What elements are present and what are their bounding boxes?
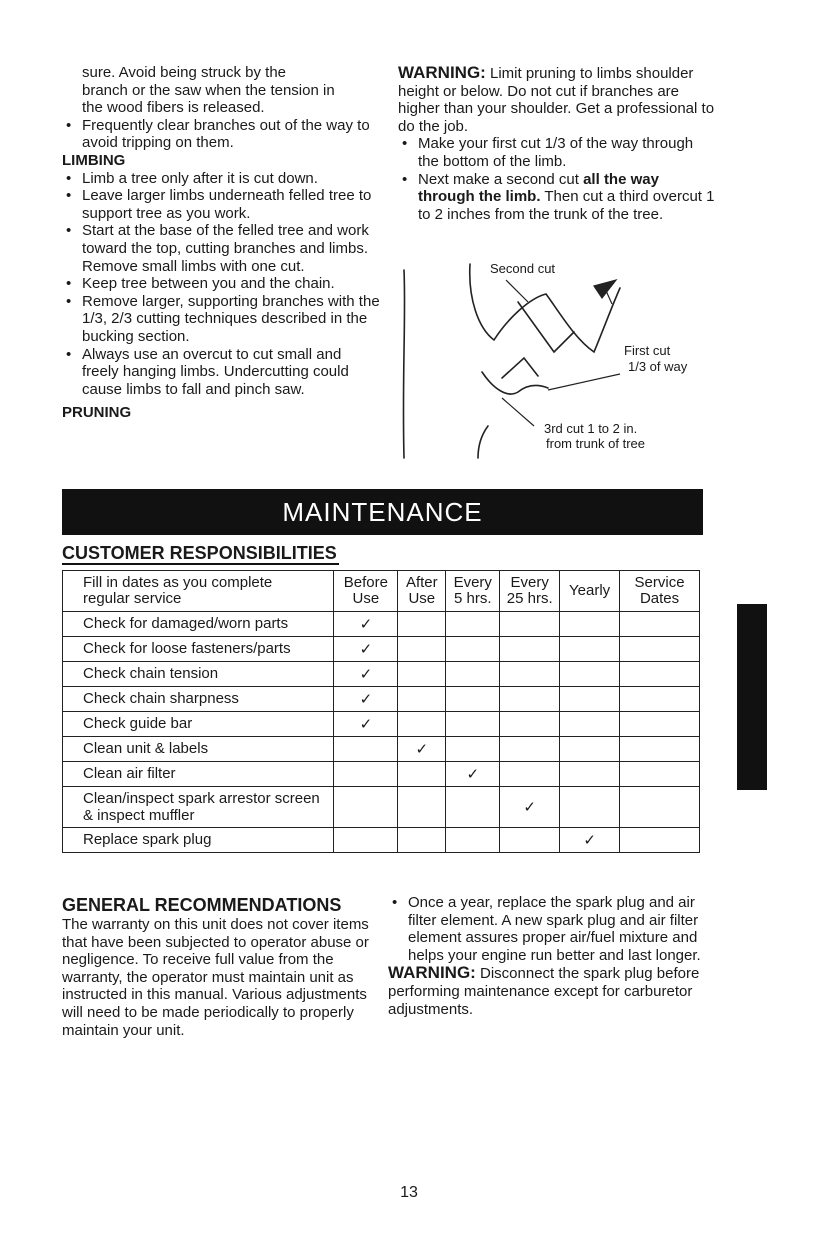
section-tab-marker bbox=[737, 604, 767, 790]
empty-cell bbox=[500, 662, 560, 687]
check-mark-icon: ✓ bbox=[583, 832, 596, 849]
empty-cell bbox=[398, 662, 446, 687]
bullet-next-pre: Next make a second cut bbox=[418, 170, 584, 188]
intro-line-1: sure. Avoid being struck by the bbox=[82, 64, 287, 81]
table-row bbox=[63, 787, 700, 828]
table-row bbox=[63, 762, 700, 787]
empty-cell bbox=[500, 612, 560, 637]
empty-cell bbox=[620, 612, 700, 637]
third-cut-label: 3rd cut 1 to 2 in. bbox=[544, 421, 638, 436]
table-row bbox=[63, 828, 700, 853]
task-cell: Check chain sharpness bbox=[63, 687, 334, 712]
empty-cell bbox=[446, 828, 500, 853]
limb-stub-edge bbox=[478, 426, 488, 458]
task-cell: Replace spark plug bbox=[63, 828, 334, 853]
empty-cell bbox=[334, 762, 398, 787]
bullet-first-cut: • Make your first cut 1/3 of the way through the bottom of the limb. bbox=[398, 135, 716, 170]
empty-cell bbox=[620, 687, 700, 712]
first-cut-pointer bbox=[548, 374, 620, 390]
warning-text: Disconnect the spark plug before performing maintenance except for carburetor adjustments. bbox=[388, 965, 700, 1018]
general-recommendations-left bbox=[62, 894, 380, 1039]
header-service-dates: Service Dates bbox=[620, 571, 700, 612]
first-cut-label: First cut bbox=[624, 343, 671, 358]
second-cut-notch bbox=[518, 302, 574, 352]
left-column bbox=[62, 64, 380, 422]
bullet-second-cut bbox=[398, 171, 716, 224]
check-mark-cell bbox=[334, 712, 398, 737]
empty-cell bbox=[620, 737, 700, 762]
table-header-row bbox=[63, 571, 700, 612]
empty-cell bbox=[398, 687, 446, 712]
table-row bbox=[63, 662, 700, 687]
check-mark-icon: ✓ bbox=[415, 741, 429, 758]
check-mark-cell bbox=[446, 762, 500, 787]
limbing-bullet: • Keep tree between you and the chain. bbox=[62, 275, 380, 293]
check-mark-icon: ✓ bbox=[359, 641, 373, 658]
empty-cell bbox=[560, 787, 620, 828]
header-after-use: After Use bbox=[398, 571, 446, 612]
bullet-next-bold: all the way through the limb. bbox=[418, 170, 659, 206]
limbing-bullet: • Leave larger limbs underneath felled tree to support tree as you work. bbox=[62, 187, 380, 222]
check-mark-cell bbox=[334, 637, 398, 662]
header-every-25-hrs: Every 25 hrs. bbox=[500, 571, 560, 612]
check-mark-cell bbox=[500, 787, 560, 828]
general-recommendations-text: The warranty on this unit does not cover items that have been subjected to operator abuse or negligence. To receive full value from the warranty, the operator must maintain unit as instructed in this manual. Various adjustments will need to be made periodically to properly maintain your unit. bbox=[62, 916, 369, 1039]
empty-cell bbox=[446, 712, 500, 737]
task-cell: Clean air filter bbox=[63, 762, 334, 787]
empty-cell bbox=[560, 662, 620, 687]
empty-cell bbox=[620, 828, 700, 853]
empty-cell bbox=[560, 737, 620, 762]
empty-cell bbox=[620, 762, 700, 787]
header-every-5-hrs: Every 5 hrs. bbox=[446, 571, 500, 612]
header-before-use: Before Use bbox=[334, 571, 398, 612]
second-cut-label: Second cut bbox=[490, 261, 556, 276]
empty-cell bbox=[500, 737, 560, 762]
empty-cell bbox=[560, 612, 620, 637]
empty-cell bbox=[398, 762, 446, 787]
task-cell: Check chain tension bbox=[63, 662, 334, 687]
task-cell: Check for loose fasteners/parts bbox=[63, 637, 334, 662]
empty-cell bbox=[560, 637, 620, 662]
empty-cell bbox=[560, 687, 620, 712]
second-cut-pointer bbox=[506, 280, 528, 302]
maintenance-warning bbox=[388, 964, 708, 1018]
check-mark-cell bbox=[334, 662, 398, 687]
empty-cell bbox=[446, 687, 500, 712]
table-row bbox=[63, 712, 700, 737]
empty-cell bbox=[500, 828, 560, 853]
limbing-bullet: • Limb a tree only after it is cut down. bbox=[62, 170, 380, 188]
check-mark-cell bbox=[334, 687, 398, 712]
limbing-heading: LIMBING bbox=[62, 151, 126, 169]
check-mark-icon: ✓ bbox=[359, 616, 373, 633]
third-cut-sublabel: from trunk of tree bbox=[546, 436, 645, 451]
empty-cell bbox=[398, 637, 446, 662]
warning-label: WARNING: bbox=[398, 63, 486, 82]
check-mark-icon: ✓ bbox=[523, 799, 536, 816]
empty-cell bbox=[398, 712, 446, 737]
table-body bbox=[63, 612, 700, 853]
empty-cell bbox=[620, 662, 700, 687]
warning-text: Limit pruning to limbs shoulder height or below. Do not cut if branches are higher than your shoulder. Get a professional to do the job. bbox=[398, 65, 715, 135]
empty-cell bbox=[620, 637, 700, 662]
limbing-bullet: • Always use an overcut to cut small and freely hanging limbs. Undercutting could cause limbs to fall and pinch saw. bbox=[62, 346, 380, 399]
warning-label: WARNING: bbox=[388, 963, 476, 983]
arrow-head bbox=[594, 280, 616, 298]
table-row bbox=[63, 612, 700, 637]
empty-cell bbox=[334, 828, 398, 853]
empty-cell bbox=[446, 662, 500, 687]
check-mark-icon: ✓ bbox=[359, 716, 373, 733]
bullet-clear-branches: • Frequently clear branches out of the way to avoid tripping on them. bbox=[62, 117, 380, 152]
task-cell: Check for damaged/worn parts bbox=[63, 612, 334, 637]
table-row bbox=[63, 737, 700, 762]
empty-cell bbox=[500, 762, 560, 787]
empty-cell bbox=[398, 828, 446, 853]
empty-cell bbox=[620, 712, 700, 737]
limbing-bullet: • Remove larger, supporting branches with the 1/3, 2/3 cutting techniques described in the bucking section. bbox=[62, 293, 380, 346]
empty-cell bbox=[620, 787, 700, 828]
limbing-bullet: • Start at the base of the felled tree and work toward the top, cutting branches and limbs. Remove small limbs with one cut. bbox=[62, 222, 380, 275]
empty-cell bbox=[446, 612, 500, 637]
general-recommendations-title: GENERAL RECOMMENDATIONS bbox=[62, 895, 342, 915]
check-mark-cell bbox=[334, 612, 398, 637]
empty-cell bbox=[334, 737, 398, 762]
empty-cell bbox=[500, 712, 560, 737]
empty-cell bbox=[500, 637, 560, 662]
check-mark-icon: ✓ bbox=[359, 666, 373, 683]
intro-line-2: branch or the saw when the tension in bbox=[82, 81, 335, 99]
trunk-line bbox=[403, 270, 404, 458]
first-cut-sublabel: 1/3 of way bbox=[628, 359, 688, 374]
empty-cell bbox=[560, 762, 620, 787]
header-yearly: Yearly bbox=[560, 571, 620, 612]
check-mark-cell bbox=[560, 828, 620, 853]
table-row bbox=[63, 687, 700, 712]
page-number: 13 bbox=[400, 1184, 418, 1201]
table-row bbox=[63, 637, 700, 662]
bullet-next-post: Then cut a third overcut 1 to 2 inches from the trunk of the tree. bbox=[418, 188, 715, 223]
empty-cell bbox=[500, 687, 560, 712]
empty-cell bbox=[446, 737, 500, 762]
check-mark-cell bbox=[398, 737, 446, 762]
general-recommendations-right bbox=[388, 894, 708, 1018]
first-cut-notch bbox=[502, 358, 538, 378]
intro-line-3: the wood fibers is released. bbox=[82, 99, 265, 117]
check-mark-icon: ✓ bbox=[359, 691, 373, 708]
empty-cell bbox=[398, 612, 446, 637]
customer-responsibilities-title: CUSTOMER RESPONSIBILITIES bbox=[62, 543, 337, 563]
maintenance-banner: MAINTENANCE bbox=[62, 489, 703, 535]
maintenance-schedule-table bbox=[62, 570, 700, 853]
empty-cell bbox=[446, 787, 500, 828]
empty-cell bbox=[334, 787, 398, 828]
task-cell: Check guide bar bbox=[63, 712, 334, 737]
pruning-warning bbox=[398, 64, 716, 135]
task-cell: Clean/inspect spark arrestor screen & inspect muffler bbox=[63, 787, 334, 828]
third-cut-pointer bbox=[502, 398, 534, 426]
empty-cell bbox=[560, 712, 620, 737]
task-cell: Clean unit & labels bbox=[63, 737, 334, 762]
pruning-diagram bbox=[398, 258, 698, 468]
pruning-heading: PRUNING bbox=[62, 404, 132, 422]
header-description: Fill in dates as you complete regular service bbox=[63, 571, 334, 612]
empty-cell bbox=[398, 787, 446, 828]
right-column bbox=[398, 64, 716, 223]
empty-cell bbox=[446, 637, 500, 662]
bullet-yearly-replace: • Once a year, replace the spark plug and air filter element. A new spark plug and air filter element assures proper air/fuel mixture and helps your engine run better and last longer. bbox=[388, 894, 708, 964]
check-mark-icon: ✓ bbox=[466, 766, 480, 783]
